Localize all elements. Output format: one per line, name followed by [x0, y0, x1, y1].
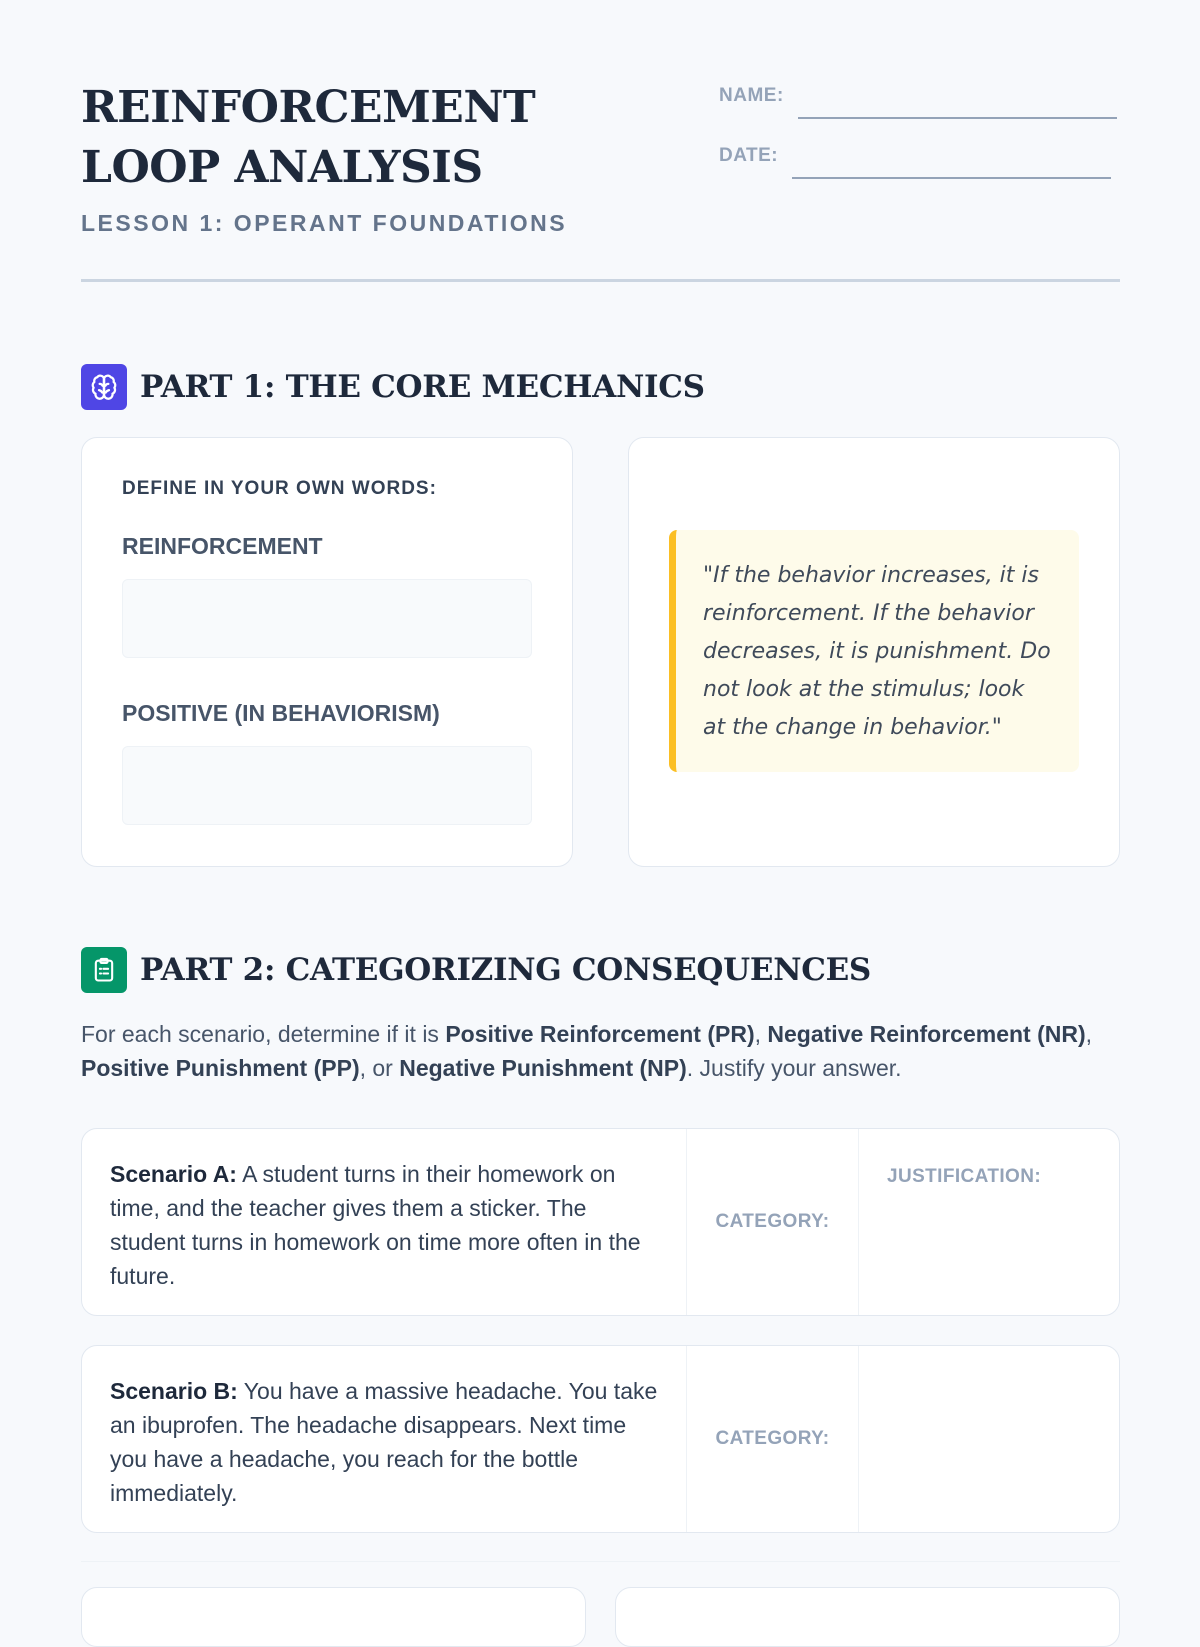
part1-title: PART 1: THE CORE MECHANICS — [140, 369, 705, 405]
worksheet-page — [81, 0, 1120, 1506]
date-line[interactable] — [792, 176, 1111, 179]
clipboard-icon — [81, 947, 127, 993]
name-row — [719, 85, 1117, 119]
reinforcement-field[interactable] — [122, 579, 532, 658]
date-row — [719, 145, 1111, 179]
define-heading: DEFINE IN YOUR OWN WORDS: — [122, 478, 437, 499]
category-cell[interactable] — [687, 1346, 859, 1532]
scenario-text — [82, 1346, 687, 1532]
page-title: REINFORCEMENT LOOP ANALYSIS — [81, 82, 536, 193]
definitions-card — [81, 437, 573, 867]
page-subtitle: LESSON 1: OPERANT FOUNDATIONS — [81, 210, 568, 236]
header-divider — [81, 279, 1120, 282]
justification-label: JUSTIFICATION: — [887, 1166, 1042, 1187]
scenario-description: A student turns in their homework on time, and the teacher gives them a sticker. The student turns in homework on time more often in the future. — [110, 1161, 641, 1289]
brain-icon — [81, 364, 127, 410]
instructions-sep: , or — [359, 1055, 400, 1081]
scenario-row — [81, 1345, 1120, 1533]
reinforcement-label: REINFORCEMENT — [122, 533, 323, 559]
name-label: NAME: — [719, 85, 784, 106]
justification-cell[interactable] — [859, 1346, 1119, 1532]
positive-field[interactable] — [122, 746, 532, 825]
part2-heading — [81, 947, 871, 993]
category-cell[interactable] — [687, 1129, 859, 1315]
instructions-text: For each scenario, determine if it is — [81, 1021, 446, 1047]
rule-quote: "If the behavior increases, it is reinforcement. If the behavior decreases, it is punishment. Do not look at the stimulus; look at the change in behavior." — [703, 563, 1051, 740]
instructions-sep: , — [754, 1021, 768, 1047]
date-label: DATE: — [719, 145, 779, 166]
category-label: CATEGORY: — [715, 1211, 830, 1232]
term-np: Negative Punishment (NP) — [399, 1055, 687, 1081]
scenario-description: You have a massive headache. You take an ibuprofen. The headache disappears. Next time you have a headache, you reach for the bottle immediately. — [110, 1378, 658, 1506]
category-label: CATEGORY: — [715, 1428, 830, 1449]
instructions-text: . Justify your answer. — [686, 1055, 902, 1081]
part1-heading — [81, 364, 705, 410]
part2-instructions — [81, 1017, 1121, 1085]
name-line[interactable] — [798, 116, 1117, 119]
scenario-row — [81, 1128, 1120, 1316]
instructions-sep: , — [1085, 1021, 1093, 1047]
part2-title: PART 2: CATEGORIZING CONSEQUENCES — [140, 952, 872, 988]
scenario-label: Scenario B: — [110, 1378, 238, 1404]
next-card — [81, 1587, 586, 1647]
term-pp: Positive Punishment (PP) — [81, 1055, 360, 1081]
worksheet-header — [81, 0, 1120, 283]
scenario-label: Scenario A: — [110, 1161, 237, 1187]
term-nr: Negative Reinforcement (NR) — [767, 1021, 1086, 1047]
quote-card — [628, 437, 1120, 867]
section-divider — [81, 1561, 1120, 1562]
justification-cell[interactable] — [859, 1129, 1119, 1315]
next-card — [615, 1587, 1120, 1647]
positive-label: POSITIVE (IN BEHAVIORISM) — [122, 700, 440, 726]
rule-callout — [669, 530, 1079, 772]
term-pr: Positive Reinforcement (PR) — [445, 1021, 755, 1047]
scenario-text — [82, 1129, 687, 1315]
